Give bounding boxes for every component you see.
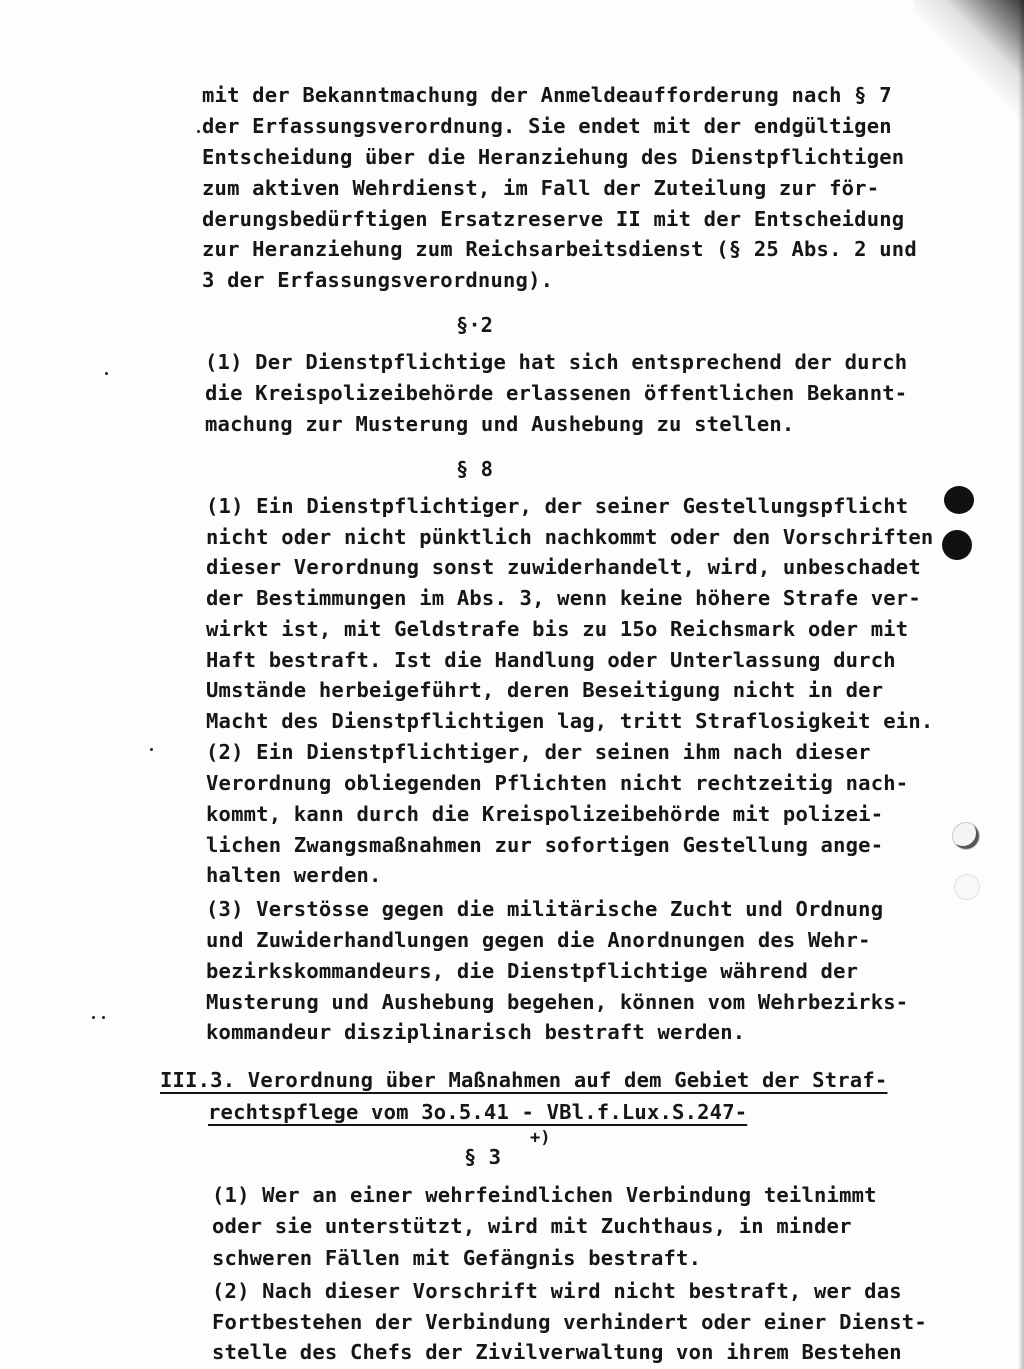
body-line: Fortbestehen der Verbindung verhindert oder einer Dienst- [212,1310,927,1334]
section-heading: § 3 [464,1145,502,1169]
body-line: zur Heranziehung zum Reichsarbeitsdienst (§ 25 Abs. 2 und [202,237,917,261]
page-edge-shadow [1018,0,1024,1369]
ink-speck [197,130,200,133]
body-line: nicht oder nicht pünktlich nachkommt oder den Vorschriften [206,525,934,549]
body-line: Haft bestraft. Ist die Handlung oder Unterlassung durch [206,648,896,672]
chapter-heading: rechtspflege vom 3o.5.41 - VBl.f.Lux.S.247- [208,1100,748,1124]
body-line: und Zuwiderhandlungen gegen die Anordnungen des Wehr- [206,928,871,952]
body-line: zum aktiven Wehrdienst, im Fall der Zuteilung zur för- [202,176,880,200]
body-line: (1) Wer an einer wehrfeindlichen Verbindung teilnimmt [212,1183,877,1207]
footnote-mark: +) [530,1128,551,1148]
body-line: schweren Fällen mit Gefängnis bestraft. [212,1246,702,1270]
body-line: derungsbedürftigen Ersatzreserve II mit der Entscheidung [202,207,905,231]
body-line: halten werden. [206,863,382,887]
body-line: (1) Der Dienstpflichtige hat sich entsprechend der durch [205,350,908,374]
body-line: oder sie unterstützt, wird mit Zuchthaus, in minder [212,1214,852,1238]
body-line: (3) Verstösse gegen die militärische Zucht und Ordnung [206,897,884,921]
body-line: Entscheidung über die Heranziehung des Dienstpflichtigen [202,145,905,169]
body-line: Verordnung obliegenden Pflichten nicht rechtzeitig nach- [206,771,909,795]
body-line: lichen Zwangsmaßnahmen zur sofortigen Gestellung ange- [206,833,884,857]
body-line: der Erfassungsverordnung. Sie endet mit der endgültigen [202,114,892,138]
body-line: Macht des Dienstpflichtigen lag, tritt Straflosigkeit ein. [206,709,934,733]
body-line: mit der Bekanntmachung der Anmeldeaufforderung nach § 7 [202,83,892,107]
punch-hole-top [944,486,974,514]
punch-hole-mid [942,530,972,560]
section-heading: § 8 [456,457,494,481]
body-line: 3 der Erfassungsverordnung). [202,268,554,292]
body-line: (2) Ein Dienstpflichtiger, der seinen ihm nach dieser [206,740,871,764]
body-line: dieser Verordnung sonst zuwiderhandelt, wird, unbeschadet [206,555,921,579]
punch-hole-faint [954,874,980,900]
ink-speck [150,748,153,751]
section-heading: §·2 [456,313,494,337]
ink-speck [102,1016,105,1019]
body-line: Umstände herbeigeführt, deren Beseitigung nicht in der [206,678,884,702]
ink-speck [105,372,108,375]
body-line: stelle des Chefs der Zivilverwaltung von ihrem Bestehen [212,1340,902,1364]
ink-speck [92,1016,95,1019]
chapter-heading: III.3. Verordnung über Maßnahmen auf dem Gebiet der Straf- [160,1068,888,1092]
body-line: bezirkskommandeurs, die Dienstpflichtige während der [206,959,859,983]
punch-hole-lower [952,822,980,850]
page-corner-shadow [914,0,1024,120]
body-line: Musterung und Aushebung begehen, können vom Wehrbezirks- [206,990,909,1014]
body-line: (2) Nach dieser Vorschrift wird nicht bestraft, wer das [212,1279,902,1303]
body-line: die Kreispolizeibehörde erlassenen öffentlichen Bekannt- [205,381,908,405]
body-line: kommandeur disziplinarisch bestraft werden. [206,1020,746,1044]
body-line: machung zur Musterung und Aushebung zu stellen. [205,412,795,436]
body-line: der Bestimmungen im Abs. 3, wenn keine höhere Strafe ver- [206,586,921,610]
body-line: (1) Ein Dienstpflichtiger, der seiner Gestellungspflicht [206,494,909,518]
body-line: kommt, kann durch die Kreispolizeibehörde mit polizei- [206,802,884,826]
body-line: wirkt ist, mit Geldstrafe bis zu 15o Reichsmark oder mit [206,617,909,641]
